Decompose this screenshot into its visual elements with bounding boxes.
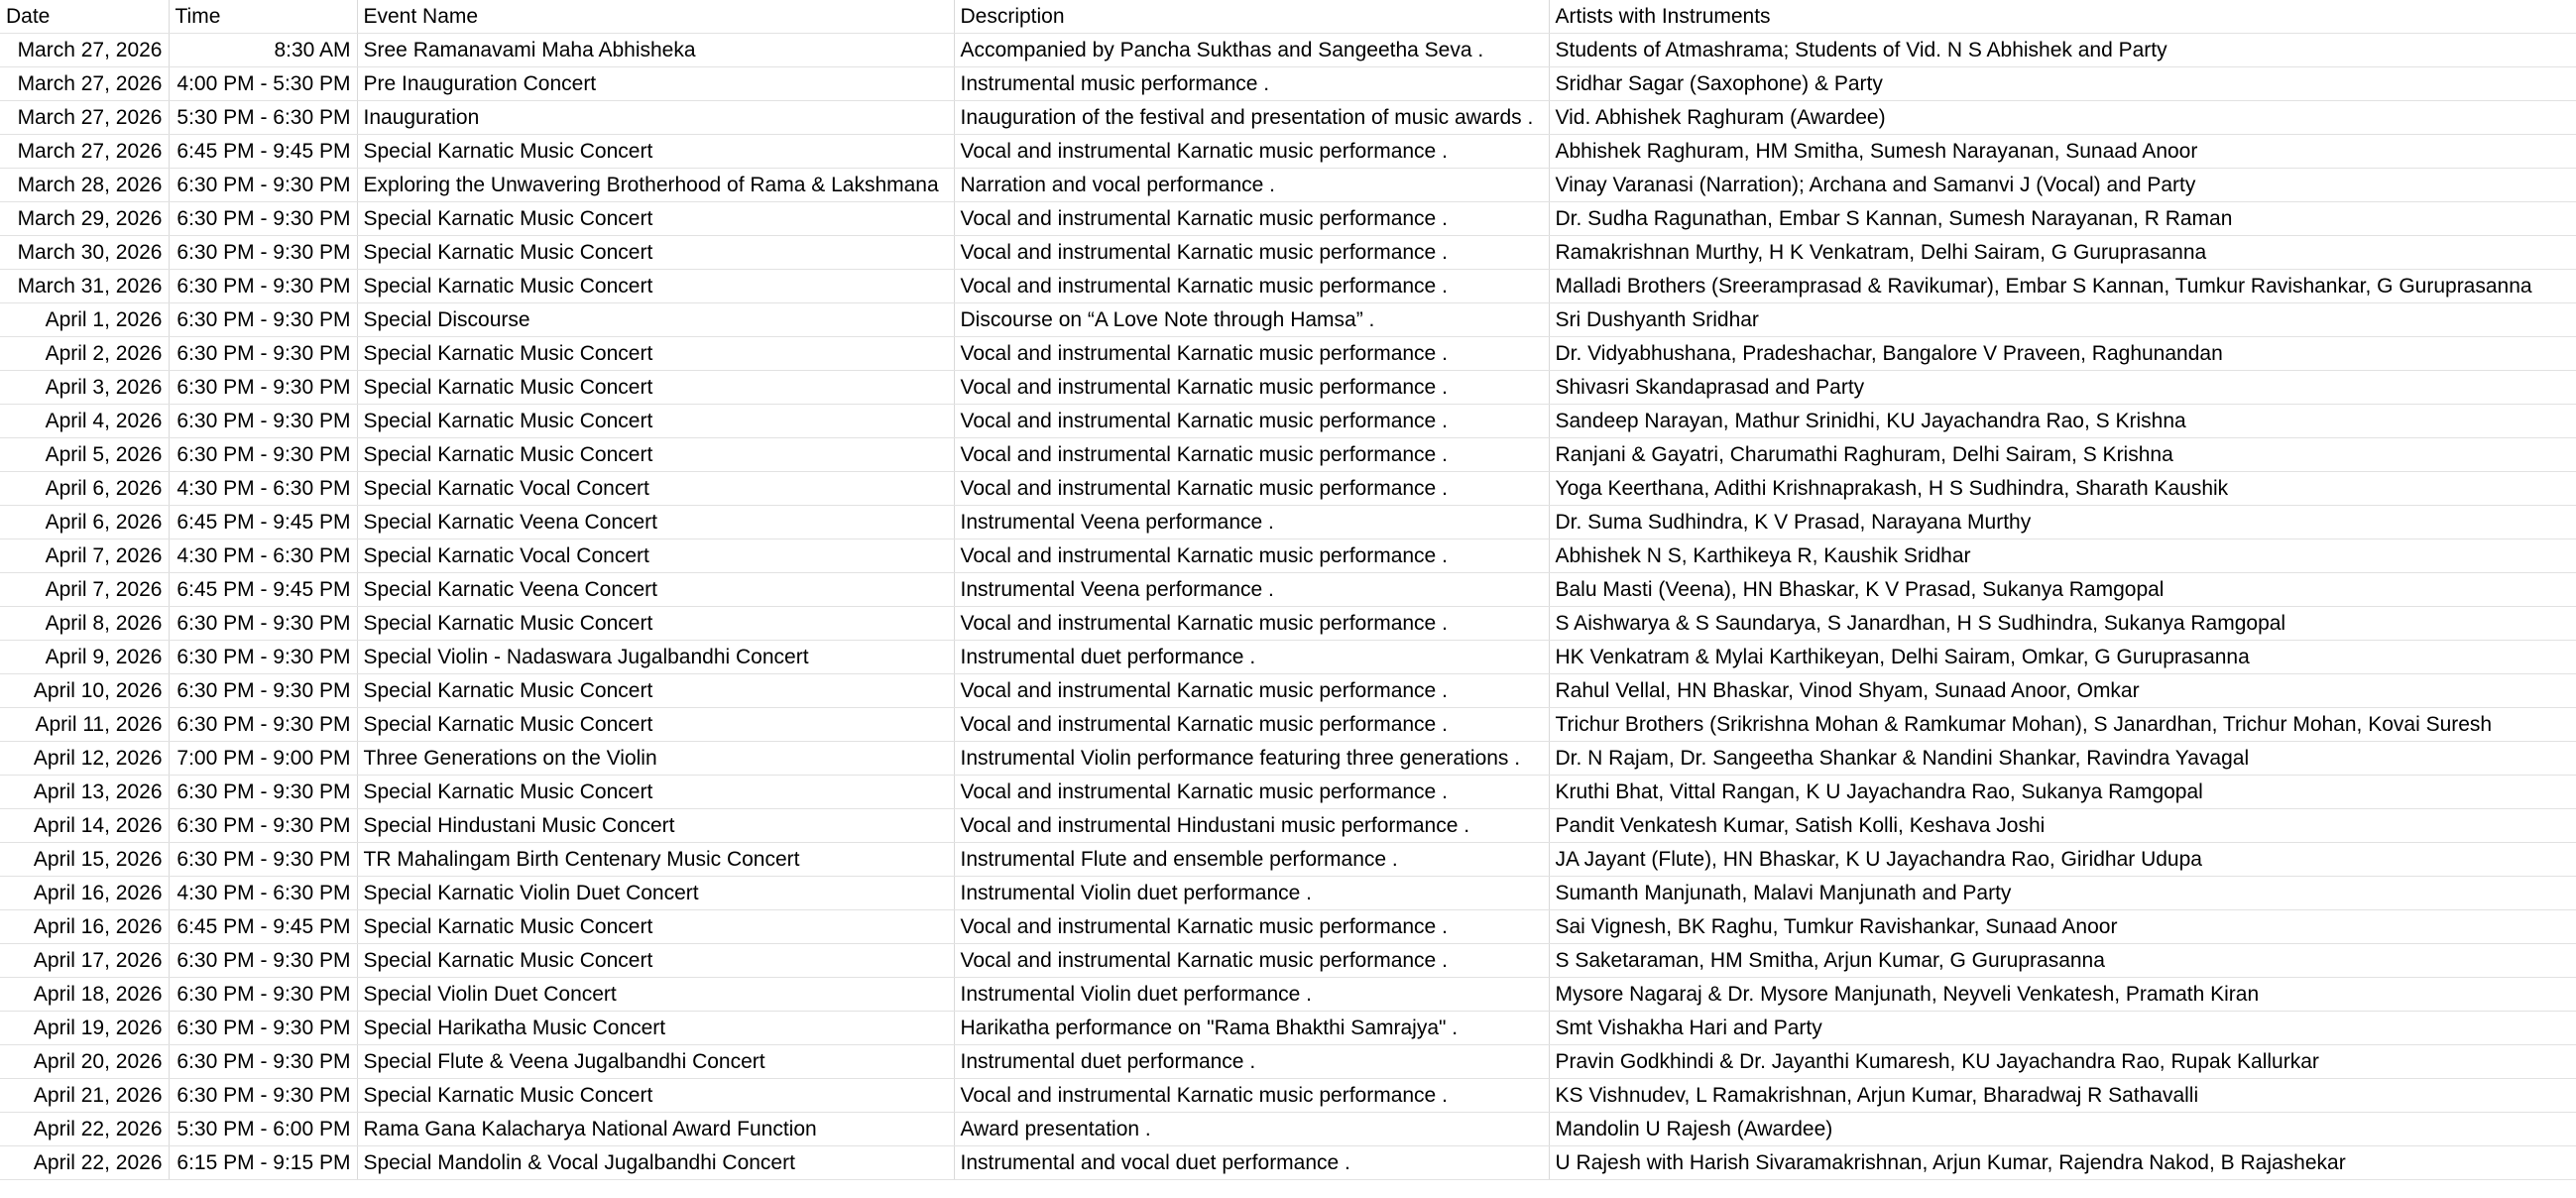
cell-description[interactable]: Vocal and instrumental Karnatic music performance . bbox=[954, 405, 1549, 438]
cell-event-name[interactable]: Special Karnatic Music Concert bbox=[357, 337, 954, 371]
cell-date[interactable]: March 27, 2026 bbox=[0, 34, 169, 67]
cell-artists[interactable]: Pravin Godkhindi & Dr. Jayanthi Kumaresh, KU Jayachandra Rao, Rupak Kallurkar bbox=[1549, 1045, 2576, 1079]
cell-event-name[interactable]: Special Karnatic Music Concert bbox=[357, 405, 954, 438]
cell-event-name[interactable]: Special Karnatic Music Concert bbox=[357, 1079, 954, 1113]
cell-description[interactable]: Instrumental duet performance . bbox=[954, 641, 1549, 674]
cell-artists[interactable]: Sumanth Manjunath, Malavi Manjunath and Party bbox=[1549, 877, 2576, 910]
cell-description[interactable]: Vocal and instrumental Karnatic music performance . bbox=[954, 371, 1549, 405]
table-row bbox=[0, 944, 2576, 978]
cell-artists[interactable]: S Aishwarya & S Saundarya, S Janardhan, H S Sudhindra, Sukanya Ramgopal bbox=[1549, 607, 2576, 641]
cell-description[interactable]: Instrumental Violin performance featuring three generations . bbox=[954, 742, 1549, 776]
cell-time[interactable]: 6:30 PM - 9:30 PM bbox=[169, 607, 357, 641]
cell-artists[interactable]: Dr. Vidyabhushana, Pradeshachar, Bangalore V Praveen, Raghunandan bbox=[1549, 337, 2576, 371]
header-cell-date[interactable]: Date bbox=[0, 0, 169, 34]
cell-date[interactable]: April 6, 2026 bbox=[0, 506, 169, 539]
table-row bbox=[0, 303, 2576, 337]
cell-artists[interactable]: Vinay Varanasi (Narration); Archana and Samanvi J (Vocal) and Party bbox=[1549, 169, 2576, 202]
cell-description[interactable]: Vocal and instrumental Hindustani music performance . bbox=[954, 809, 1549, 843]
cell-description[interactable]: Vocal and instrumental Karnatic music performance . bbox=[954, 472, 1549, 506]
cell-time[interactable]: 6:30 PM - 9:30 PM bbox=[169, 944, 357, 978]
cell-event-name[interactable]: Special Karnatic Music Concert bbox=[357, 438, 954, 472]
cell-description[interactable]: Vocal and instrumental Karnatic music performance . bbox=[954, 202, 1549, 236]
cell-event-name[interactable]: Special Karnatic Music Concert bbox=[357, 944, 954, 978]
table-row bbox=[0, 1012, 2576, 1045]
cell-event-name[interactable]: Special Karnatic Music Concert bbox=[357, 674, 954, 708]
cell-artists[interactable]: Abhishek Raghuram, HM Smitha, Sumesh Narayanan, Sunaad Anoor bbox=[1549, 135, 2576, 169]
table-row bbox=[0, 438, 2576, 472]
cell-event-name[interactable]: Special Mandolin & Vocal Jugalbandhi Concert bbox=[357, 1146, 954, 1180]
table-row bbox=[0, 472, 2576, 506]
cell-time[interactable]: 6:30 PM - 9:30 PM bbox=[169, 438, 357, 472]
cell-time[interactable]: 6:30 PM - 9:30 PM bbox=[169, 1045, 357, 1079]
cell-artists[interactable]: Dr. Sudha Ragunathan, Embar S Kannan, Sumesh Narayanan, R Raman bbox=[1549, 202, 2576, 236]
cell-description[interactable]: Discourse on “A Love Note through Hamsa” . bbox=[954, 303, 1549, 337]
cell-date[interactable]: March 27, 2026 bbox=[0, 101, 169, 135]
cell-date[interactable]: April 4, 2026 bbox=[0, 405, 169, 438]
cell-date[interactable]: March 27, 2026 bbox=[0, 67, 169, 101]
cell-date[interactable]: April 22, 2026 bbox=[0, 1113, 169, 1146]
cell-date[interactable]: April 16, 2026 bbox=[0, 877, 169, 910]
cell-date[interactable]: March 28, 2026 bbox=[0, 169, 169, 202]
cell-event-name[interactable]: Special Karnatic Veena Concert bbox=[357, 573, 954, 607]
cell-description[interactable]: Vocal and instrumental Karnatic music performance . bbox=[954, 1079, 1549, 1113]
cell-date[interactable]: April 21, 2026 bbox=[0, 1079, 169, 1113]
cell-event-name[interactable]: Special Karnatic Music Concert bbox=[357, 607, 954, 641]
cell-time[interactable]: 6:30 PM - 9:30 PM bbox=[169, 978, 357, 1012]
cell-description[interactable]: Vocal and instrumental Karnatic music performance . bbox=[954, 270, 1549, 303]
cell-artists[interactable]: Rahul Vellal, HN Bhaskar, Vinod Shyam, Sunaad Anoor, Omkar bbox=[1549, 674, 2576, 708]
cell-time[interactable]: 4:30 PM - 6:30 PM bbox=[169, 877, 357, 910]
cell-event-name[interactable]: Special Karnatic Music Concert bbox=[357, 776, 954, 809]
cell-time[interactable]: 4:30 PM - 6:30 PM bbox=[169, 539, 357, 573]
cell-artists[interactable]: JA Jayant (Flute), HN Bhaskar, K U Jayachandra Rao, Giridhar Udupa bbox=[1549, 843, 2576, 877]
cell-time[interactable]: 5:30 PM - 6:00 PM bbox=[169, 1113, 357, 1146]
cell-event-name[interactable]: Special Harikatha Music Concert bbox=[357, 1012, 954, 1045]
cell-date[interactable]: April 1, 2026 bbox=[0, 303, 169, 337]
cell-event-name[interactable]: Special Violin Duet Concert bbox=[357, 978, 954, 1012]
cell-date[interactable]: April 7, 2026 bbox=[0, 573, 169, 607]
cell-artists[interactable]: Pandit Venkatesh Kumar, Satish Kolli, Keshava Joshi bbox=[1549, 809, 2576, 843]
cell-date[interactable]: April 20, 2026 bbox=[0, 1045, 169, 1079]
cell-event-name[interactable]: Special Karnatic Veena Concert bbox=[357, 506, 954, 539]
cell-artists[interactable]: KS Vishnudev, L Ramakrishnan, Arjun Kumar, Bharadwaj R Sathavalli bbox=[1549, 1079, 2576, 1113]
cell-time[interactable]: 6:45 PM - 9:45 PM bbox=[169, 506, 357, 539]
table-row bbox=[0, 169, 2576, 202]
cell-time[interactable]: 7:00 PM - 9:00 PM bbox=[169, 742, 357, 776]
cell-artists[interactable]: Ramakrishnan Murthy, H K Venkatram, Delhi Sairam, G Guruprasanna bbox=[1549, 236, 2576, 270]
cell-time[interactable]: 6:15 PM - 9:15 PM bbox=[169, 1146, 357, 1180]
cell-event-name[interactable]: Special Flute & Veena Jugalbandhi Concert bbox=[357, 1045, 954, 1079]
cell-description[interactable]: Instrumental Veena performance . bbox=[954, 573, 1549, 607]
table-row bbox=[0, 910, 2576, 944]
cell-event-name[interactable]: Special Karnatic Music Concert bbox=[357, 371, 954, 405]
cell-date[interactable]: April 8, 2026 bbox=[0, 607, 169, 641]
cell-description[interactable]: Vocal and instrumental Karnatic music performance . bbox=[954, 236, 1549, 270]
table-row bbox=[0, 708, 2576, 742]
cell-event-name[interactable]: Special Karnatic Vocal Concert bbox=[357, 472, 954, 506]
table-row bbox=[0, 573, 2576, 607]
cell-description[interactable]: Instrumental Flute and ensemble performance . bbox=[954, 843, 1549, 877]
cell-date[interactable]: April 10, 2026 bbox=[0, 674, 169, 708]
cell-artists[interactable]: Balu Masti (Veena), HN Bhaskar, K V Prasad, Sukanya Ramgopal bbox=[1549, 573, 2576, 607]
cell-time[interactable]: 6:30 PM - 9:30 PM bbox=[169, 270, 357, 303]
cell-date[interactable]: April 14, 2026 bbox=[0, 809, 169, 843]
table-row bbox=[0, 101, 2576, 135]
cell-description[interactable]: Vocal and instrumental Karnatic music performance . bbox=[954, 607, 1549, 641]
cell-time[interactable]: 6:30 PM - 9:30 PM bbox=[169, 169, 357, 202]
cell-time[interactable]: 6:30 PM - 9:30 PM bbox=[169, 641, 357, 674]
table-row bbox=[0, 506, 2576, 539]
cell-description[interactable]: Vocal and instrumental Karnatic music performance . bbox=[954, 776, 1549, 809]
cell-description[interactable]: Accompanied by Pancha Sukthas and Sangeetha Seva . bbox=[954, 34, 1549, 67]
cell-description[interactable]: Vocal and instrumental Karnatic music performance . bbox=[954, 944, 1549, 978]
cell-event-name[interactable]: Special Discourse bbox=[357, 303, 954, 337]
cell-event-name[interactable]: Special Karnatic Music Concert bbox=[357, 236, 954, 270]
table-row bbox=[0, 1113, 2576, 1146]
cell-event-name[interactable]: Three Generations on the Violin bbox=[357, 742, 954, 776]
cell-artists[interactable]: Vid. Abhishek Raghuram (Awardee) bbox=[1549, 101, 2576, 135]
table-row bbox=[0, 776, 2576, 809]
cell-description[interactable]: Vocal and instrumental Karnatic music performance . bbox=[954, 910, 1549, 944]
cell-event-name[interactable]: Special Karnatic Music Concert bbox=[357, 910, 954, 944]
table-row bbox=[0, 1045, 2576, 1079]
cell-event-name[interactable]: Special Karnatic Music Concert bbox=[357, 270, 954, 303]
cell-description[interactable]: Instrumental duet performance . bbox=[954, 1045, 1549, 1079]
header-cell-description[interactable]: Description bbox=[954, 0, 1549, 34]
cell-time[interactable]: 8:30 AM bbox=[169, 34, 357, 67]
cell-date[interactable]: March 29, 2026 bbox=[0, 202, 169, 236]
cell-artists[interactable]: HK Venkatram & Mylai Karthikeyan, Delhi Sairam, Omkar, G Guruprasanna bbox=[1549, 641, 2576, 674]
table-row bbox=[0, 67, 2576, 101]
table-row bbox=[0, 843, 2576, 877]
cell-date[interactable]: April 6, 2026 bbox=[0, 472, 169, 506]
cell-time[interactable]: 6:30 PM - 9:30 PM bbox=[169, 236, 357, 270]
table-row bbox=[0, 809, 2576, 843]
cell-time[interactable]: 6:30 PM - 9:30 PM bbox=[169, 371, 357, 405]
cell-event-name[interactable]: Special Karnatic Music Concert bbox=[357, 708, 954, 742]
cell-event-name[interactable]: Inauguration bbox=[357, 101, 954, 135]
cell-date[interactable]: April 15, 2026 bbox=[0, 843, 169, 877]
cell-date[interactable]: April 13, 2026 bbox=[0, 776, 169, 809]
cell-event-name[interactable]: Sree Ramanavami Maha Abhisheka bbox=[357, 34, 954, 67]
cell-date[interactable]: March 31, 2026 bbox=[0, 270, 169, 303]
cell-time[interactable]: 6:30 PM - 9:30 PM bbox=[169, 708, 357, 742]
table-row bbox=[0, 270, 2576, 303]
cell-description[interactable]: Narration and vocal performance . bbox=[954, 169, 1549, 202]
cell-description[interactable]: Vocal and instrumental Karnatic music performance . bbox=[954, 438, 1549, 472]
cell-date[interactable]: March 27, 2026 bbox=[0, 135, 169, 169]
cell-date[interactable]: April 3, 2026 bbox=[0, 371, 169, 405]
table-row bbox=[0, 337, 2576, 371]
cell-date[interactable]: April 9, 2026 bbox=[0, 641, 169, 674]
cell-artists[interactable]: Shivasri Skandaprasad and Party bbox=[1549, 371, 2576, 405]
cell-artists[interactable]: S Saketaraman, HM Smitha, Arjun Kumar, G Guruprasanna bbox=[1549, 944, 2576, 978]
table-row bbox=[0, 202, 2576, 236]
header-cell-event-name[interactable]: Event Name bbox=[357, 0, 954, 34]
table-row bbox=[0, 135, 2576, 169]
table-row bbox=[0, 742, 2576, 776]
cell-artists[interactable]: Sandeep Narayan, Mathur Srinidhi, KU Jayachandra Rao, S Krishna bbox=[1549, 405, 2576, 438]
cell-time[interactable]: 6:30 PM - 9:30 PM bbox=[169, 337, 357, 371]
cell-time[interactable]: 6:45 PM - 9:45 PM bbox=[169, 573, 357, 607]
cell-artists[interactable]: Students of Atmashrama; Students of Vid. N S Abhishek and Party bbox=[1549, 34, 2576, 67]
cell-description[interactable]: Vocal and instrumental Karnatic music performance . bbox=[954, 708, 1549, 742]
cell-date[interactable]: April 18, 2026 bbox=[0, 978, 169, 1012]
header-row bbox=[0, 0, 2576, 34]
cell-description[interactable]: Instrumental Violin duet performance . bbox=[954, 877, 1549, 910]
cell-time[interactable]: 4:30 PM - 6:30 PM bbox=[169, 472, 357, 506]
cell-description[interactable]: Vocal and instrumental Karnatic music performance . bbox=[954, 539, 1549, 573]
cell-artists[interactable]: Sri Dushyanth Sridhar bbox=[1549, 303, 2576, 337]
cell-artists[interactable]: Mandolin U Rajesh (Awardee) bbox=[1549, 1113, 2576, 1146]
cell-time[interactable]: 6:45 PM - 9:45 PM bbox=[169, 910, 357, 944]
table-row bbox=[0, 405, 2576, 438]
cell-description[interactable]: Vocal and instrumental Karnatic music performance . bbox=[954, 674, 1549, 708]
cell-description[interactable]: Instrumental Violin duet performance . bbox=[954, 978, 1549, 1012]
cell-event-name[interactable]: Special Karnatic Vocal Concert bbox=[357, 539, 954, 573]
cell-event-name[interactable]: Special Karnatic Violin Duet Concert bbox=[357, 877, 954, 910]
cell-date[interactable]: April 22, 2026 bbox=[0, 1146, 169, 1180]
table-row bbox=[0, 641, 2576, 674]
cell-time[interactable]: 6:30 PM - 9:30 PM bbox=[169, 843, 357, 877]
cell-date[interactable]: April 7, 2026 bbox=[0, 539, 169, 573]
cell-description[interactable]: Award presentation . bbox=[954, 1113, 1549, 1146]
cell-time[interactable]: 5:30 PM - 6:30 PM bbox=[169, 101, 357, 135]
cell-description[interactable]: Vocal and instrumental Karnatic music performance . bbox=[954, 135, 1549, 169]
table-row bbox=[0, 1146, 2576, 1180]
cell-event-name[interactable]: Exploring the Unwavering Brotherhood of Rama & Lakshmana bbox=[357, 169, 954, 202]
cell-time[interactable]: 6:30 PM - 9:30 PM bbox=[169, 776, 357, 809]
cell-artists[interactable]: Trichur Brothers (Srikrishna Mohan & Ramkumar Mohan), S Janardhan, Trichur Mohan, Kovai Suresh bbox=[1549, 708, 2576, 742]
cell-event-name[interactable]: Special Violin - Nadaswara Jugalbandhi Concert bbox=[357, 641, 954, 674]
cell-artists[interactable]: Yoga Keerthana, Adithi Krishnaprakash, H S Sudhindra, Sharath Kaushik bbox=[1549, 472, 2576, 506]
cell-description[interactable]: Vocal and instrumental Karnatic music performance . bbox=[954, 337, 1549, 371]
cell-description[interactable]: Harikatha performance on "Rama Bhakthi Samrajya" . bbox=[954, 1012, 1549, 1045]
cell-time[interactable]: 6:30 PM - 9:30 PM bbox=[169, 202, 357, 236]
cell-date[interactable]: April 5, 2026 bbox=[0, 438, 169, 472]
cell-event-name[interactable]: Special Karnatic Music Concert bbox=[357, 135, 954, 169]
table-row bbox=[0, 539, 2576, 573]
cell-date[interactable]: April 17, 2026 bbox=[0, 944, 169, 978]
cell-date[interactable]: April 16, 2026 bbox=[0, 910, 169, 944]
table-row bbox=[0, 1079, 2576, 1113]
cell-time[interactable]: 6:45 PM - 9:45 PM bbox=[169, 135, 357, 169]
table-row bbox=[0, 371, 2576, 405]
cell-description[interactable]: Instrumental Veena performance . bbox=[954, 506, 1549, 539]
table-row bbox=[0, 607, 2576, 641]
cell-description[interactable]: Inauguration of the festival and presentation of music awards . bbox=[954, 101, 1549, 135]
cell-event-name[interactable]: Rama Gana Kalacharya National Award Function bbox=[357, 1113, 954, 1146]
cell-artists[interactable]: Kruthi Bhat, Vittal Rangan, K U Jayachandra Rao, Sukanya Ramgopal bbox=[1549, 776, 2576, 809]
cell-event-name[interactable]: Pre Inauguration Concert bbox=[357, 67, 954, 101]
cell-date[interactable]: April 11, 2026 bbox=[0, 708, 169, 742]
cell-date[interactable]: April 12, 2026 bbox=[0, 742, 169, 776]
table-row bbox=[0, 674, 2576, 708]
cell-artists[interactable]: Mysore Nagaraj & Dr. Mysore Manjunath, Neyveli Venkatesh, Pramath Kiran bbox=[1549, 978, 2576, 1012]
cell-time[interactable]: 6:30 PM - 9:30 PM bbox=[169, 303, 357, 337]
cell-date[interactable]: April 19, 2026 bbox=[0, 1012, 169, 1045]
cell-time[interactable]: 6:30 PM - 9:30 PM bbox=[169, 674, 357, 708]
cell-artists[interactable]: U Rajesh with Harish Sivaramakrishnan, Arjun Kumar, Rajendra Nakod, B Rajashekar bbox=[1549, 1146, 2576, 1180]
cell-artists[interactable]: Abhishek N S, Karthikeya R, Kaushik Sridhar bbox=[1549, 539, 2576, 573]
table-row bbox=[0, 978, 2576, 1012]
header-cell-time[interactable]: Time bbox=[169, 0, 357, 34]
cell-description[interactable]: Instrumental and vocal duet performance . bbox=[954, 1146, 1549, 1180]
cell-time[interactable]: 6:30 PM - 9:30 PM bbox=[169, 1079, 357, 1113]
header-cell-artists[interactable]: Artists with Instruments bbox=[1549, 0, 2576, 34]
cell-description[interactable]: Instrumental music performance . bbox=[954, 67, 1549, 101]
cell-time[interactable]: 6:30 PM - 9:30 PM bbox=[169, 809, 357, 843]
cell-time[interactable]: 4:00 PM - 5:30 PM bbox=[169, 67, 357, 101]
cell-event-name[interactable]: TR Mahalingam Birth Centenary Music Concert bbox=[357, 843, 954, 877]
table-row bbox=[0, 34, 2576, 67]
cell-artists[interactable]: Malladi Brothers (Sreeramprasad & Ravikumar), Embar S Kannan, Tumkur Ravishankar, G Guruprasanna bbox=[1549, 270, 2576, 303]
cell-artists[interactable]: Ranjani & Gayatri, Charumathi Raghuram, Delhi Sairam, S Krishna bbox=[1549, 438, 2576, 472]
table-row bbox=[0, 877, 2576, 910]
cell-artists[interactable]: Sai Vignesh, BK Raghu, Tumkur Ravishankar, Sunaad Anoor bbox=[1549, 910, 2576, 944]
cell-time[interactable]: 6:30 PM - 9:30 PM bbox=[169, 1012, 357, 1045]
cell-artists[interactable]: Smt Vishakha Hari and Party bbox=[1549, 1012, 2576, 1045]
cell-event-name[interactable]: Special Karnatic Music Concert bbox=[357, 202, 954, 236]
cell-date[interactable]: March 30, 2026 bbox=[0, 236, 169, 270]
cell-artists[interactable]: Sridhar Sagar (Saxophone) & Party bbox=[1549, 67, 2576, 101]
cell-time[interactable]: 6:30 PM - 9:30 PM bbox=[169, 405, 357, 438]
cell-artists[interactable]: Dr. N Rajam, Dr. Sangeetha Shankar & Nandini Shankar, Ravindra Yavagal bbox=[1549, 742, 2576, 776]
cell-event-name[interactable]: Special Hindustani Music Concert bbox=[357, 809, 954, 843]
cell-artists[interactable]: Dr. Suma Sudhindra, K V Prasad, Narayana Murthy bbox=[1549, 506, 2576, 539]
cell-date[interactable]: April 2, 2026 bbox=[0, 337, 169, 371]
table-row bbox=[0, 236, 2576, 270]
